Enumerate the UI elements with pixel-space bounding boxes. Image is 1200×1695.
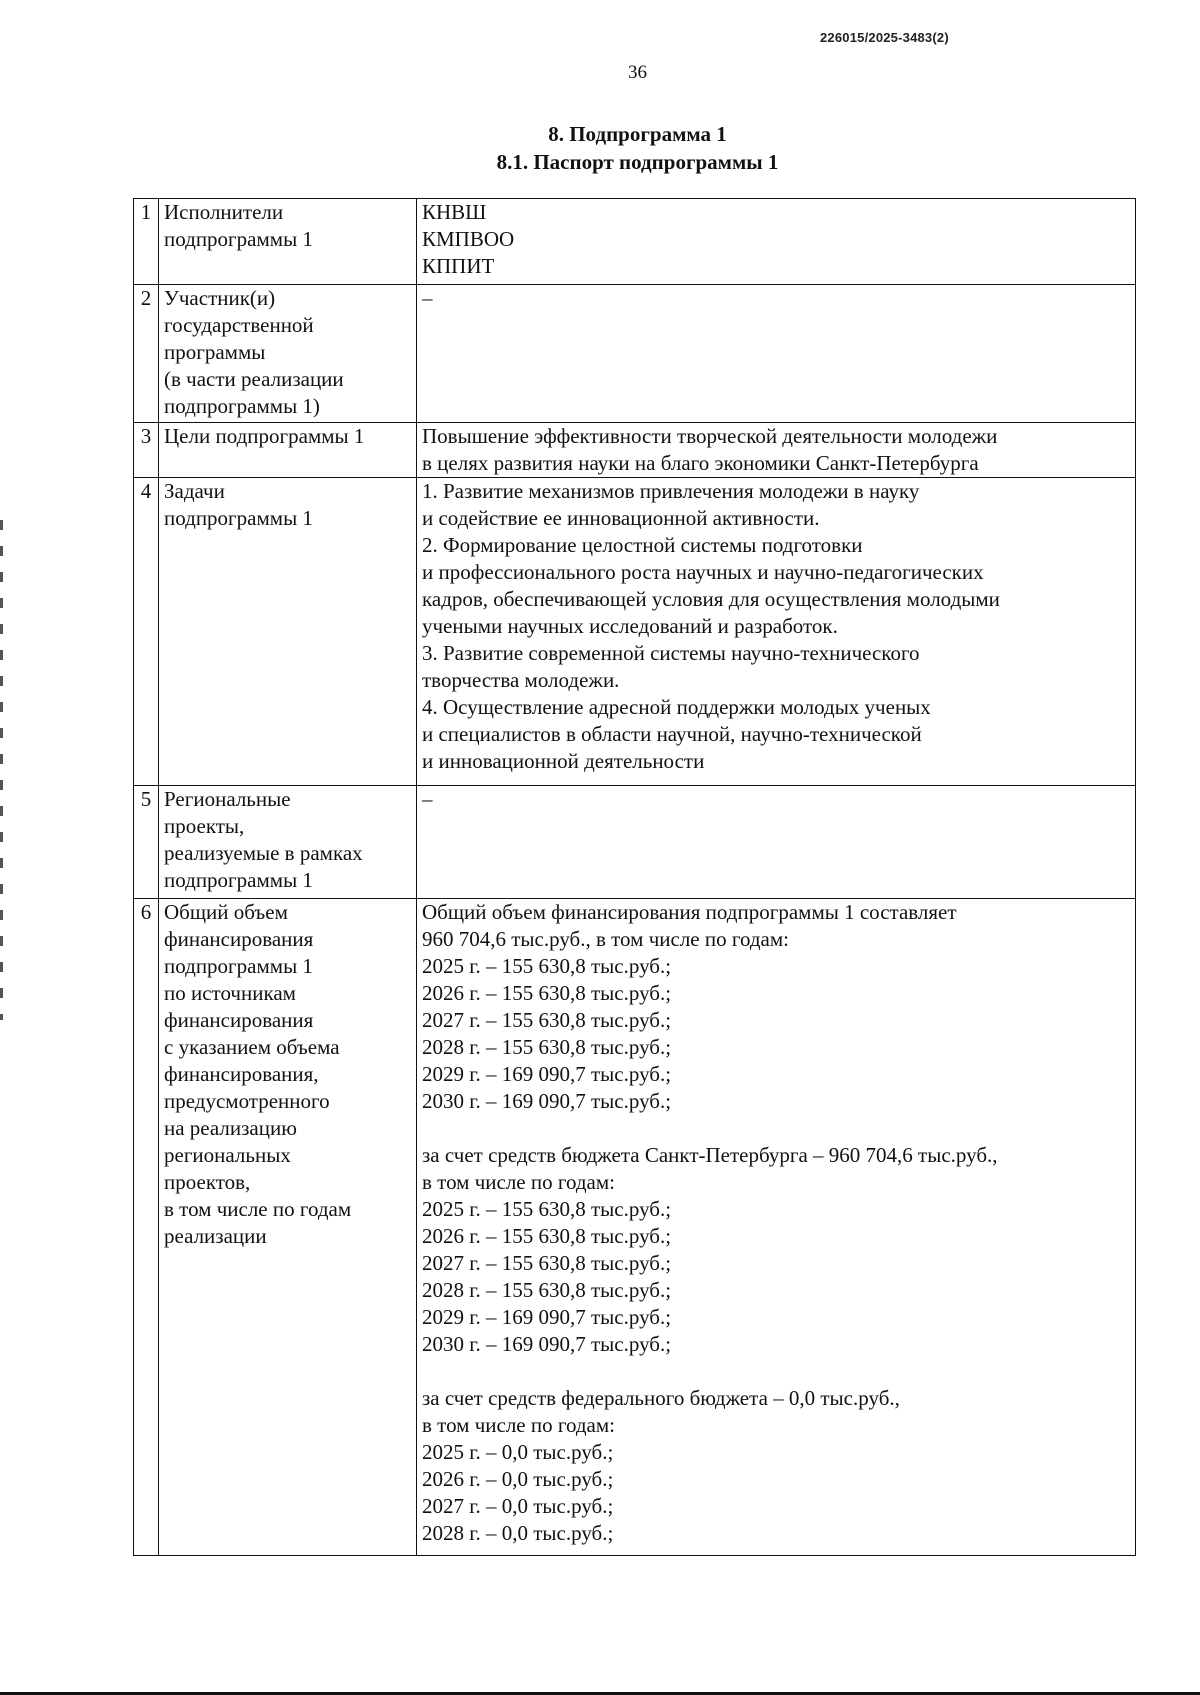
label-line: финансирования xyxy=(164,1008,314,1032)
table-row xyxy=(134,199,1136,285)
table-row xyxy=(134,423,1136,478)
heading-line: 8. Подпрограмма 1 xyxy=(548,122,727,146)
row-label xyxy=(159,899,417,1556)
content-line: 2028 г. – 155 630,8 тыс.руб.; xyxy=(422,1035,672,1059)
label-line: реализации xyxy=(164,1224,267,1248)
label-line: проекты, xyxy=(164,814,245,838)
row-number: 6 xyxy=(134,899,159,1556)
label-line: Участник(и) xyxy=(164,286,276,310)
row-label xyxy=(159,478,417,786)
content-line: 3. Развитие современной системы научно-технического xyxy=(422,641,920,665)
section-heading xyxy=(0,120,1200,176)
content-line: учеными научных исследований и разработок. xyxy=(422,614,838,638)
label-line: Задачи xyxy=(164,479,225,503)
content-line: 2026 г. – 0,0 тыс.руб.; xyxy=(422,1467,614,1491)
row-number: 3 xyxy=(134,423,159,478)
label-line: Цели подпрограммы 1 xyxy=(164,424,365,448)
label-line: государственной xyxy=(164,313,314,337)
label-line: подпрограммы 1 xyxy=(164,868,313,892)
content-line: 2025 г. – 155 630,8 тыс.руб.; xyxy=(422,954,672,978)
label-line: программы xyxy=(164,340,266,364)
content-line: 2029 г. – 169 090,7 тыс.руб.; xyxy=(422,1305,672,1329)
row-content xyxy=(417,899,1136,1556)
label-line: в том числе по годам xyxy=(164,1197,352,1221)
row-label xyxy=(159,199,417,285)
content-line: 1. Развитие механизмов привлечения молодежи в науку xyxy=(422,479,920,503)
passport-table xyxy=(133,198,1136,1556)
content-line: 2027 г. – 155 630,8 тыс.руб.; xyxy=(422,1008,672,1032)
label-line: проектов, xyxy=(164,1170,251,1194)
label-line: подпрограммы 1 xyxy=(164,506,313,530)
passport-table-body xyxy=(134,199,1136,1556)
row-number: 2 xyxy=(134,285,159,423)
content-line: – xyxy=(422,787,433,811)
label-line: финансирования xyxy=(164,927,314,951)
row-content xyxy=(417,786,1136,899)
label-line: подпрограммы 1) xyxy=(164,394,320,418)
content-line: за счет средств бюджета Санкт-Петербурга – 960 704,6 тыс.руб., xyxy=(422,1143,998,1167)
row-number: 5 xyxy=(134,786,159,899)
content-line: 2028 г. – 155 630,8 тыс.руб.; xyxy=(422,1278,672,1302)
content-line: 2026 г. – 155 630,8 тыс.руб.; xyxy=(422,981,672,1005)
content-line: КМПВОО xyxy=(422,227,515,251)
content-line: 2. Формирование целостной системы подготовки xyxy=(422,533,863,557)
row-label xyxy=(159,423,417,478)
content-line: 2025 г. – 0,0 тыс.руб.; xyxy=(422,1440,614,1464)
content-line: и содействие ее инновационной активности. xyxy=(422,506,820,530)
content-line: КППИТ xyxy=(422,254,495,278)
paragraph-gap xyxy=(422,1115,1130,1142)
label-line: Региональные xyxy=(164,787,291,811)
content-line: и специалистов в области научной, научно-технической xyxy=(422,722,922,746)
content-line: 960 704,6 тыс.руб., в том числе по годам: xyxy=(422,927,789,951)
content-line: 2030 г. – 169 090,7 тыс.руб.; xyxy=(422,1089,672,1113)
registration-number: 226015/2025-3483(2) xyxy=(820,30,949,45)
page-number: 36 xyxy=(628,62,647,83)
row-label xyxy=(159,786,417,899)
row-content xyxy=(417,199,1136,285)
content-line: 2028 г. – 0,0 тыс.руб.; xyxy=(422,1521,614,1545)
row-content xyxy=(417,285,1136,423)
label-line: Исполнители xyxy=(164,200,284,224)
content-line: – xyxy=(422,286,433,310)
label-line: по источникам xyxy=(164,981,296,1005)
content-line: и профессионального роста научных и научно-педагогических xyxy=(422,560,984,584)
content-line: 2027 г. – 155 630,8 тыс.руб.; xyxy=(422,1251,672,1275)
content-line: 2030 г. – 169 090,7 тыс.руб.; xyxy=(422,1332,672,1356)
content-line: в том числе по годам: xyxy=(422,1170,615,1194)
content-line: в целях развития науки на благо экономики Санкт-Петербурга xyxy=(422,451,979,475)
row-content xyxy=(417,478,1136,786)
label-line: (в части реализации xyxy=(164,367,344,391)
table-row xyxy=(134,786,1136,899)
row-number: 4 xyxy=(134,478,159,786)
row-content xyxy=(417,423,1136,478)
content-line: 2025 г. – 155 630,8 тыс.руб.; xyxy=(422,1197,672,1221)
label-line: финансирования, xyxy=(164,1062,319,1086)
label-line: Общий объем xyxy=(164,900,288,924)
content-line: Повышение эффективности творческой деятельности молодежи xyxy=(422,424,998,448)
content-line: 2029 г. – 169 090,7 тыс.руб.; xyxy=(422,1062,672,1086)
content-line: в том числе по годам: xyxy=(422,1413,615,1437)
content-line: творчества молодежи. xyxy=(422,668,620,692)
content-line: 2026 г. – 155 630,8 тыс.руб.; xyxy=(422,1224,672,1248)
table-row xyxy=(134,478,1136,786)
content-line: 4. Осуществление адресной поддержки молодых ученых xyxy=(422,695,931,719)
content-line: за счет средств федерального бюджета – 0,0 тыс.руб., xyxy=(422,1386,900,1410)
label-line: на реализацию xyxy=(164,1116,297,1140)
table-row xyxy=(134,899,1136,1556)
content-line: 2027 г. – 0,0 тыс.руб.; xyxy=(422,1494,614,1518)
row-number: 1 xyxy=(134,199,159,285)
label-line: с указанием объема xyxy=(164,1035,340,1059)
scan-margin-marks xyxy=(0,520,3,1020)
label-line: подпрограммы 1 xyxy=(164,227,313,251)
heading-line: 8.1. Паспорт подпрограммы 1 xyxy=(496,150,779,174)
content-line: кадров, обеспечивающей условия для осуществления молодыми xyxy=(422,587,1000,611)
content-line: Общий объем финансирования подпрограммы 1 составляет xyxy=(422,900,957,924)
row-label xyxy=(159,285,417,423)
label-line: предусмотренного xyxy=(164,1089,330,1113)
paragraph-gap xyxy=(422,1358,1130,1385)
label-line: региональных xyxy=(164,1143,291,1167)
table-row xyxy=(134,285,1136,423)
label-line: подпрограммы 1 xyxy=(164,954,313,978)
content-line: КНВШ xyxy=(422,200,487,224)
content-line: и инновационной деятельности xyxy=(422,749,705,773)
label-line: реализуемые в рамках xyxy=(164,841,363,865)
